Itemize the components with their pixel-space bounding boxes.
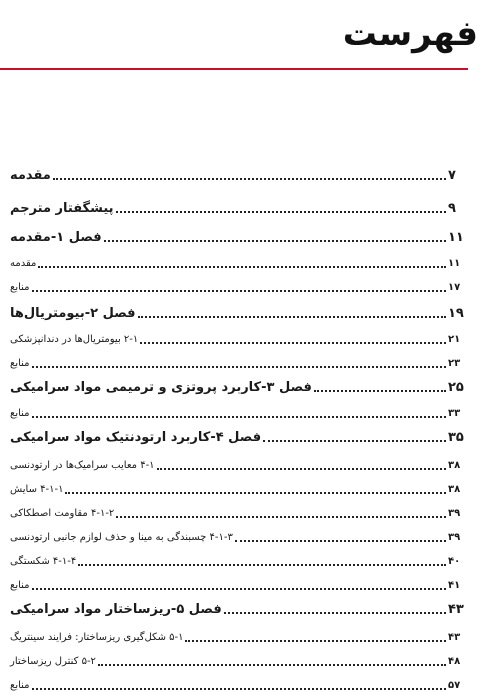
toc-entry-title: مقدمه xyxy=(10,257,37,269)
toc-entry-title: منابع xyxy=(10,679,30,691)
toc-page-number: ۴۳ xyxy=(448,602,466,617)
toc-page-number: ۱۱ xyxy=(448,258,466,269)
toc-entry-title: منابع xyxy=(10,281,30,293)
dot-leader xyxy=(263,440,446,442)
toc-entry[interactable] xyxy=(10,528,466,546)
dot-leader xyxy=(32,290,446,292)
toc-entry[interactable] xyxy=(10,480,466,498)
toc-page-number: ۲۳ xyxy=(448,358,466,369)
toc-entry[interactable] xyxy=(10,652,466,670)
toc-entry[interactable] xyxy=(10,354,466,372)
dot-leader xyxy=(116,516,446,518)
dot-leader xyxy=(104,240,446,242)
toc-page-number: ۳۳ xyxy=(448,408,466,419)
toc-entry[interactable] xyxy=(10,404,466,422)
dot-leader xyxy=(224,612,446,614)
toc-entry[interactable] xyxy=(10,378,466,396)
toc-entry-title: ۴-۱-۳ چسبندگی به مینا و حذف لوازم جانبی ارتودنسی xyxy=(10,531,233,543)
dot-leader xyxy=(32,366,446,368)
toc-entry[interactable] xyxy=(10,199,466,217)
toc-page-number: ۲۵ xyxy=(448,380,466,395)
dot-leader xyxy=(78,564,446,566)
dot-leader xyxy=(32,416,446,418)
toc-entry-title: مقدمه xyxy=(10,167,51,183)
toc-entry[interactable] xyxy=(10,600,466,618)
title-underline xyxy=(0,68,468,70)
toc-page-number: ۴۰ xyxy=(448,556,466,567)
toc-page-number: ۲۱ xyxy=(448,334,466,345)
dot-leader xyxy=(140,342,446,344)
toc-entry-title: فصل ۴-کاربرد ارتودنتیک مواد سرامیکی xyxy=(10,429,262,445)
dot-leader xyxy=(138,316,446,318)
toc-page-number: ۱۹ xyxy=(448,306,466,321)
toc-entry[interactable] xyxy=(10,304,466,322)
dot-leader xyxy=(116,211,446,213)
toc-entry-title: ۵-۲ کنترل ریزساختار xyxy=(10,655,96,667)
toc-entry-title: فصل ۱-مقدمه xyxy=(10,229,102,245)
toc-page-number: ۵۷ xyxy=(448,680,466,691)
dot-leader xyxy=(53,178,446,180)
dot-leader xyxy=(185,640,446,642)
dot-leader xyxy=(314,390,446,392)
toc-entry-title: فصل ۳-کاربرد پروتزی و ترمیمی مواد سرامیکی xyxy=(10,379,312,395)
toc-page-number: ۱۱ xyxy=(448,230,466,245)
toc-page-number: ۳۹ xyxy=(448,532,466,543)
toc-page-number: ۹ xyxy=(448,201,466,216)
toc-entry-title: ۲-۱ بیومتریال‌ها در دندانپزشکی xyxy=(10,333,139,345)
toc-entry[interactable] xyxy=(10,330,466,348)
toc-entry-title: پیشگفتار مترجم xyxy=(10,200,114,216)
toc-entry-title: ۴-۱-۲ مقاومت اصطکاکی xyxy=(10,507,115,519)
dot-leader xyxy=(98,664,446,666)
toc-entry-title: منابع xyxy=(10,357,30,369)
toc-entry[interactable] xyxy=(10,254,466,272)
toc-entry[interactable] xyxy=(10,504,466,522)
page-title: فهرست xyxy=(342,14,478,54)
toc-entry[interactable] xyxy=(10,228,466,246)
toc-entry[interactable] xyxy=(10,676,466,694)
toc-page-number: ۱۷ xyxy=(448,282,466,293)
toc-page-number: ۷ xyxy=(448,168,466,183)
toc-page-number: ۴۱ xyxy=(448,580,466,591)
dot-leader xyxy=(65,492,446,494)
dot-leader xyxy=(157,468,446,470)
toc-page-number: ۴۳ xyxy=(448,632,466,643)
dot-leader xyxy=(38,266,446,268)
toc-entry[interactable] xyxy=(10,278,466,296)
toc-entry[interactable] xyxy=(10,628,466,646)
toc-entry-title: ۴-۱-۴ شکستگی xyxy=(10,555,77,567)
dot-leader xyxy=(32,588,446,590)
toc-entry[interactable] xyxy=(10,576,466,594)
dot-leader xyxy=(235,540,446,542)
toc-entry-title: منابع xyxy=(10,579,30,591)
toc-entry[interactable] xyxy=(10,552,466,570)
toc-entry-title: منابع xyxy=(10,407,30,419)
toc-entry[interactable] xyxy=(10,428,466,446)
toc-entry-title: ۵-۱ شکل‌گیری ریزساختار: فرایند سینتریگ xyxy=(10,631,184,643)
dot-leader xyxy=(32,688,446,690)
toc-entry-title: ۴-۱ معایب سرامیک‌ها در ارتودنسی xyxy=(10,459,155,471)
toc-entry[interactable] xyxy=(10,166,466,184)
toc-page-number: ۳۸ xyxy=(448,460,466,471)
toc-page-number: ۳۸ xyxy=(448,484,466,495)
toc-entry-title: ۴-۱-۱ سایش xyxy=(10,483,64,495)
toc-entry-title: فصل ۵-ریزساختار مواد سرامیکی xyxy=(10,601,222,617)
toc-page-number: ۴۸ xyxy=(448,656,466,667)
toc-page-number: ۳۹ xyxy=(448,508,466,519)
toc-page-number: ۳۵ xyxy=(448,430,466,445)
toc-entry[interactable] xyxy=(10,456,466,474)
toc-entry-title: فصل ۲-بیومتریال‌ها xyxy=(10,305,136,321)
